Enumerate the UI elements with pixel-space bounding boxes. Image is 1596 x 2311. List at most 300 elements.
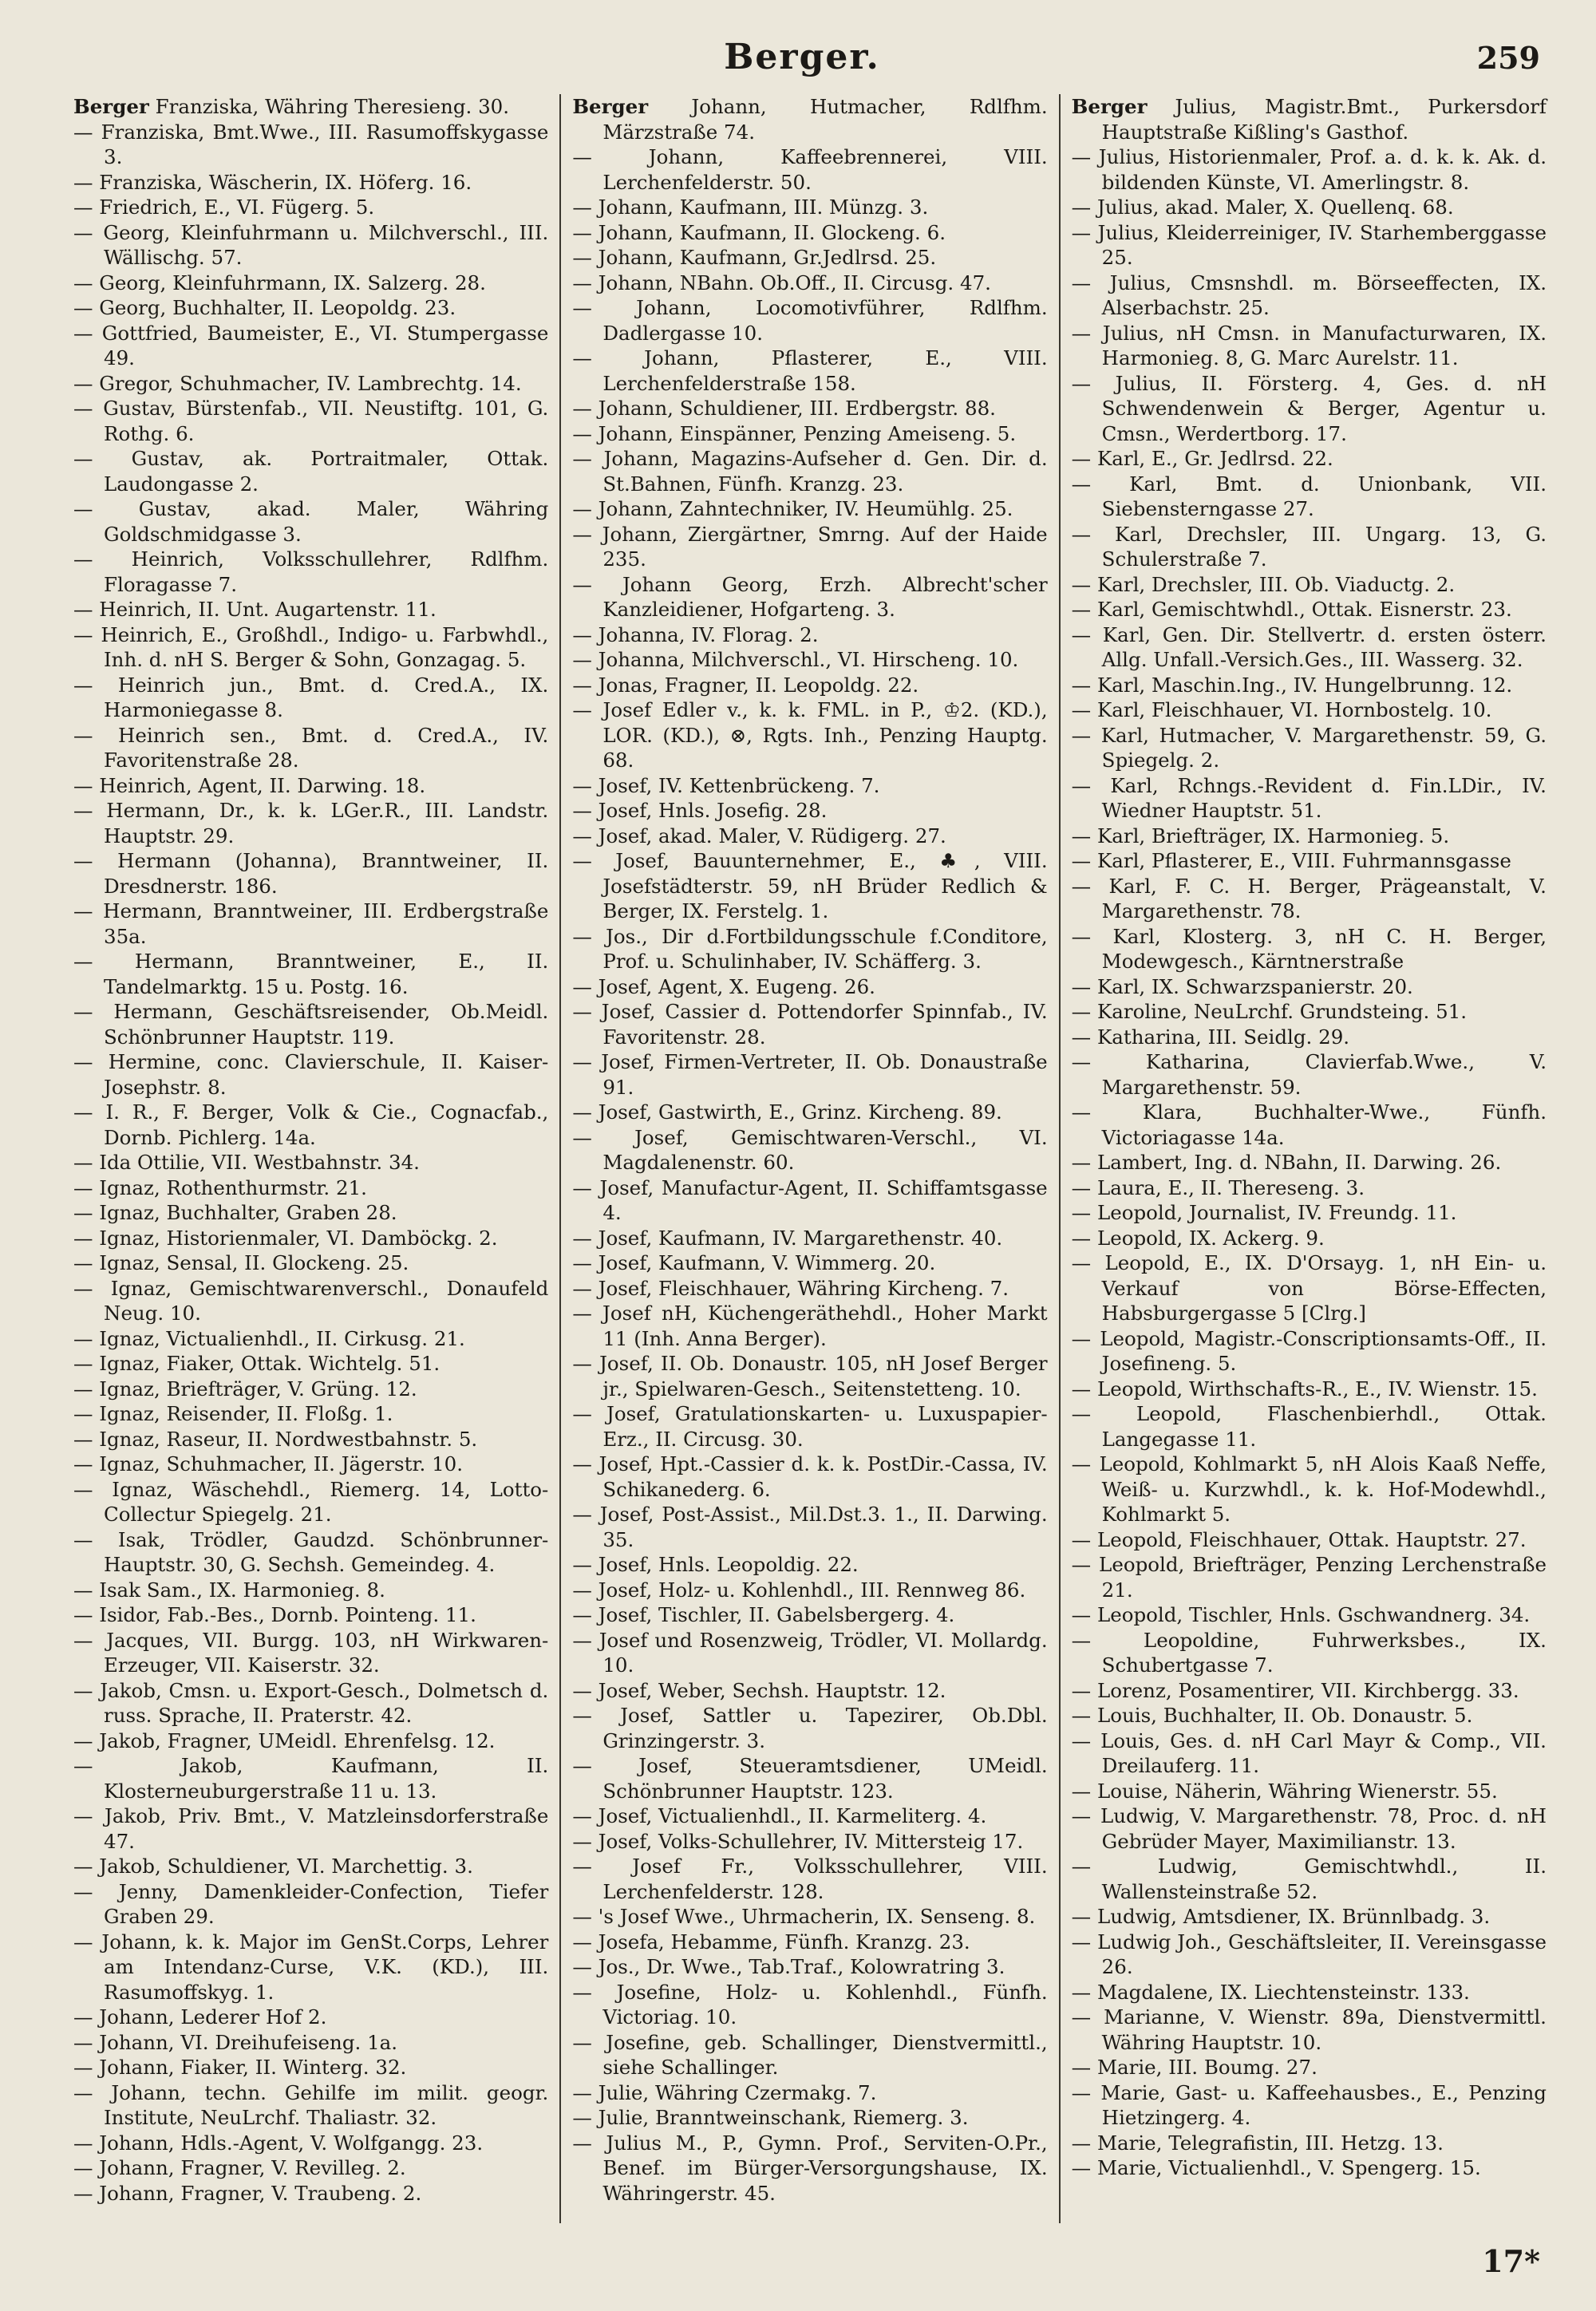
entry-text: — Lambert, Ing. d. NBahn, II. Darwing. 26. xyxy=(1071,1151,1502,1174)
entry-text: — Josef, Weber, Sechsh. Hauptstr. 12. xyxy=(572,1678,946,1702)
entry-text: — Karl, F. C. H. Berger, Prägeanstalt, V. Margarethenstr. 78. xyxy=(1071,874,1547,922)
entry-text: — Johann, k. k. Major im GenSt.Corps, Lehrer am Intendanz-Curse, V.K. (KD.), III. Rasumoffskyg. 1. xyxy=(73,1930,549,2004)
entry-text: — Jakob, Cmsn. u. Export-Gesch., Dolmetsch d. russ. Sprache, II. Praterstr. 42. xyxy=(73,1678,549,1727)
entry-text: — Josef, Gastwirth, E., Grinz. Kircheng. 89. xyxy=(572,1100,1002,1124)
directory-entry xyxy=(1072,673,1547,698)
entry-text: — Jakob, Priv. Bmt., V. Matzleinsdorferstraße 47. xyxy=(73,1804,549,1853)
entry-text: — Heinrich, Volksschullehrer, Rdlfhm. Floragasse 7. xyxy=(73,547,549,596)
entry-text: — Hermann (Johanna), Branntweiner, II. Dresdnerstr. 186. xyxy=(73,849,549,898)
entry-text: — Leopold, Kohlmarkt 5, nH Alois Kaaß Neffe, Weiß- u. Kurzwhdl., k. k. Hof-Modewhdl., Kohlmarkt 5. xyxy=(1071,1452,1547,1526)
entry-text: — Ignaz, Gemischtwarenverschl., Donaufeld Neug. 10. xyxy=(73,1276,549,1325)
directory-entry xyxy=(73,271,548,296)
entry-text: — 's Josef Wwe., Uhrmacherin, IX. Senseng. 8. xyxy=(572,1905,1036,1928)
directory-entry xyxy=(73,1250,548,1276)
directory-entry xyxy=(1072,1377,1547,1402)
directory-entry xyxy=(572,1452,1047,1502)
directory-entry xyxy=(572,1276,1047,1302)
directory-entry xyxy=(73,1326,548,1352)
directory-entry xyxy=(1072,446,1547,472)
directory-entry xyxy=(73,673,548,723)
entry-text: — Johann Georg, Erzh. Albrecht'scher Kanzleidiener, Hofgarteng. 3. xyxy=(572,572,1048,621)
entry-text: — Josef, Hnls. Leopoldig. 22. xyxy=(572,1553,859,1576)
entry-text: — Hermine, conc. Clavierschule, II. Kaiser-Josephstr. 8. xyxy=(73,1050,549,1099)
directory-entry xyxy=(1072,2131,1547,2156)
entry-text: — Johann, Pflasterer, E., VIII. Lerchenfelderstraße 158. xyxy=(572,346,1048,395)
directory-entry xyxy=(1072,974,1547,1000)
directory-entry xyxy=(572,245,1047,271)
directory-entry xyxy=(572,1904,1047,1930)
directory-entry xyxy=(572,1854,1047,1904)
entry-text: — Julius, Historienmaler, Prof. a. d. k. k. Ak. d. bildenden Künste, VI. Amerlingstr. 8. xyxy=(1071,145,1547,194)
entry-text: Johann, Hutmacher, Rdlfhm. Märzstraße 74. xyxy=(602,95,1048,144)
entry-text: — Johann, Ziergärtner, Smrng. Auf der Haide 235. xyxy=(572,522,1048,571)
directory-entry xyxy=(1072,572,1547,598)
directory-entry xyxy=(572,1930,1047,1955)
directory-entry xyxy=(1072,597,1547,622)
directory-entry xyxy=(572,271,1047,296)
surname-heading: Berger xyxy=(73,95,149,118)
entry-text: — Hermann, Branntweiner, III. Erdbergstraße 35a. xyxy=(73,899,549,948)
directory-entry xyxy=(73,1930,548,2005)
entry-text: — Julius, Kleiderreiniger, IV. Starhemberggasse 25. xyxy=(1071,220,1547,269)
entry-text: — Katharina, III. Seidlg. 29. xyxy=(1071,1025,1350,1049)
entry-text: — Josef, Firmen-Vertreter, II. Ob. Donaustraße 91. xyxy=(572,1050,1048,1099)
directory-entry xyxy=(1072,1401,1547,1452)
directory-entry xyxy=(572,1602,1047,1628)
entry-text: — Leopoldine, Fuhrwerksbes., IX. Schubertgasse 7. xyxy=(1071,1628,1547,1677)
entry-text: — Heinrich, E., Großhdl., Indigo- u. Farbwhdl., Inh. d. nH S. Berger & Sohn, Gonzagag. 5. xyxy=(73,622,549,671)
directory-entry xyxy=(572,1954,1047,1980)
directory-entry xyxy=(572,1049,1047,1100)
entry-text: — Georg, Kleinfuhrmann, IX. Salzerg. 28. xyxy=(73,271,486,294)
directory-entry xyxy=(572,1703,1047,1753)
directory-entry xyxy=(1072,848,1547,874)
entry-text: — Julie, Währing Czermakg. 7. xyxy=(572,2080,877,2104)
directory-entry xyxy=(1072,94,1547,144)
directory-entry xyxy=(1072,195,1547,220)
entry-text: — Johann, NBahn. Ob.Off., II. Circusg. 47. xyxy=(572,271,991,294)
entry-text: — Josef, Hpt.-Cassier d. k. k. PostDir.-Cassa, IV. Schikanederg. 6. xyxy=(572,1452,1048,1501)
entry-text: — Josef, Kaufmann, IV. Margarethenstr. 40. xyxy=(572,1226,1003,1250)
entry-text: — Josef, Bauunternehmer, E., ♣, VIII. Josefstädterstr. 59, nH Brüder Redlich & Berger, IX. Ferstelg. 1. xyxy=(572,849,1048,922)
entry-text: — Karl, Fleischhauer, VI. Hornbostelg. 10. xyxy=(1071,698,1492,721)
directory-entry xyxy=(1072,2055,1547,2080)
entry-text: — Leopold, E., IX. D'Orsayg. 1, nH Ein- u. Verkauf von Börse-Effecten, Habsburgergasse 5 [Clrg.] xyxy=(1071,1251,1547,1325)
directory-entry xyxy=(572,1552,1047,1578)
directory-entry xyxy=(572,522,1047,572)
directory-entry xyxy=(572,924,1047,974)
directory-entry xyxy=(73,798,548,848)
directory-entry xyxy=(1072,1602,1547,1628)
entry-text: — Magdalene, IX. Liechtensteinstr. 133. xyxy=(1071,1980,1470,2004)
directory-entry xyxy=(73,1100,548,1150)
entry-text: — Johann, Kaufmann, Gr.Jedlrsd. 25. xyxy=(572,246,937,269)
entry-text: — Marie, Victualienhdl., V. Spengerg. 15. xyxy=(1071,2156,1481,2179)
entry-text: — Jos., Dir d.Fortbildungsschule f.Conditore, Prof. u. Schulinhaber, IV. Schäfferg. 3. xyxy=(572,924,1048,973)
entry-text: — Lorenz, Posamentirer, VII. Kirchbergg. 33. xyxy=(1071,1678,1519,1702)
entry-text: — Ignaz, Raseur, II. Nordwestbahnstr. 5. xyxy=(73,1427,478,1451)
directory-entry xyxy=(73,1427,548,1452)
entry-text: — Josef, akad. Maler, V. Rüdigerg. 27. xyxy=(572,824,946,847)
entry-text: — Johanna, IV. Florag. 2. xyxy=(572,622,819,646)
directory-entry xyxy=(1072,723,1547,773)
entry-text: — Ludwig, Amtsdiener, IX. Brünnlbadg. 3. xyxy=(1071,1905,1491,1928)
entry-text: — Julius, akad. Maler, X. Quellenq. 68. xyxy=(1071,196,1454,219)
entry-text: — Johann, Hdls.-Agent, V. Wolfgangg. 23. xyxy=(73,2131,484,2155)
entry-text: — Johann, Schuldiener, III. Erdbergstr. 88. xyxy=(572,397,996,420)
directory-entry xyxy=(73,622,548,673)
entry-text: — Josefine, geb. Schallinger, Dienstvermittl., siehe Schallinger. xyxy=(572,2030,1048,2079)
directory-entry xyxy=(1072,1678,1547,1704)
entry-text: — Johann, VI. Dreihufeiseng. 1a. xyxy=(73,2030,398,2054)
directory-entry xyxy=(572,572,1047,622)
directory-entry xyxy=(1072,1326,1547,1377)
directory-entry xyxy=(73,848,548,899)
entry-text: — Johann, Kaffeebrennerei, VIII. Lerchenfelderstr. 50. xyxy=(572,145,1048,194)
entry-text: — Jakob, Fragner, UMeidl. Ehrenfelsg. 12. xyxy=(73,1728,496,1752)
directory-entry xyxy=(1072,2155,1547,2181)
column-3 xyxy=(1059,94,1558,2223)
directory-entry xyxy=(1072,1628,1547,1678)
directory-entry xyxy=(1072,999,1547,1025)
entry-text: — Marianne, V. Wienstr. 89a, Dienstvermittl. Währing Hauptstr. 10. xyxy=(1071,2005,1547,2054)
entry-text: — Leopold, Tischler, Hnls. Gschwandnerg. 34. xyxy=(1071,1603,1531,1626)
directory-entry xyxy=(1072,1226,1547,1251)
entry-text: — Laura, E., II. Thereseng. 3. xyxy=(1071,1175,1365,1199)
directory-entry xyxy=(1072,220,1547,271)
entry-text: — Jos., Dr. Wwe., Tab.Traf., Kolowratring 3. xyxy=(572,1955,1005,1978)
directory-entry xyxy=(572,1125,1047,1175)
entry-text: — Franziska, Wäscherin, IX. Höferg. 16. xyxy=(73,170,472,194)
entry-text: — Josef, Steueramtsdiener, UMeidl. Schönbrunner Hauptstr. 123. xyxy=(572,1754,1048,1803)
entry-text: — Josef nH, Küchengeräthehdl., Hoher Markt 11 (Inh. Anna Berger). xyxy=(572,1302,1048,1350)
entry-text: — Julius, II. Försterg. 4, Ges. d. nH Schwendenwein & Berger, Agentur u. Cmsn., Werdertborg. 17. xyxy=(1071,371,1547,445)
directory-entry xyxy=(1072,773,1547,824)
directory-entry xyxy=(73,446,548,496)
directory-entry xyxy=(73,1879,548,1930)
entry-text: — Josef, Gratulationskarten- u. Luxuspapier-Erz., II. Circusg. 30. xyxy=(572,1402,1048,1451)
entry-text: — Josef, Fleischhauer, Währing Kircheng. 7. xyxy=(572,1276,1009,1300)
entry-text: — Ignaz, Buchhalter, Graben 28. xyxy=(73,1201,397,1224)
surname-heading: Berger xyxy=(1071,95,1148,118)
entry-text: — Heinrich, Agent, II. Darwing. 18. xyxy=(73,773,426,797)
entry-text: — Karl, Bmt. d. Unionbank, VII. Siebensterngasse 27. xyxy=(1071,472,1547,520)
entry-text: — Karl, Pflasterer, E., VIII. Fuhrmannsgasse xyxy=(1071,849,1511,872)
entry-text: — Karl, Maschin.Ing., IV. Hungelbrunng. 12. xyxy=(1071,673,1513,697)
entry-text: — Ignaz, Briefträger, V. Grüng. 12. xyxy=(73,1377,417,1400)
entry-text: — Karl, IX. Schwarzspanierstr. 20. xyxy=(1071,974,1413,998)
directory-entry xyxy=(73,547,548,597)
entry-text: — Josef, Hnls. Josefig. 28. xyxy=(572,799,828,822)
entry-text: — Marie, Gast- u. Kaffeehausbes., E., Penzing Hietzingerg. 4. xyxy=(1071,2080,1547,2129)
directory-entry xyxy=(572,798,1047,824)
entry-text: — Gustav, ak. Portraitmaler, Ottak. Laudongasse 2. xyxy=(73,447,549,496)
directory-entry xyxy=(73,1602,548,1628)
directory-entry xyxy=(1072,1803,1547,1854)
entry-text: — Klara, Buchhalter-Wwe., Fünfh. Victoriagasse 14a. xyxy=(1071,1100,1547,1149)
directory-entry xyxy=(1072,2080,1547,2131)
entry-text: — Isak, Trödler, Gaudzd. Schönbrunner-Hauptstr. 30, G. Sechsh. Gemeindeg. 4. xyxy=(73,1527,549,1576)
directory-entry xyxy=(73,1150,548,1175)
directory-entry xyxy=(572,1502,1047,1552)
directory-entry xyxy=(572,396,1047,421)
directory-entry xyxy=(572,1401,1047,1452)
entry-text: — Heinrich jun., Bmt. d. Cred.A., IX. Harmoniegasse 8. xyxy=(73,673,549,721)
directory-entry xyxy=(73,220,548,271)
entry-text: — Isidor, Fab.-Bes., Dornb. Pointeng. 11. xyxy=(73,1603,476,1626)
entry-text: — Josef, Sattler u. Tapezirer, Ob.Dbl. Grinzingerstr. 3. xyxy=(572,1704,1048,1752)
directory-entry xyxy=(73,120,548,170)
entry-text: — Karl, Hutmacher, V. Margarethenstr. 59, G. Spiegelg. 2. xyxy=(1071,723,1547,772)
directory-entry xyxy=(73,2080,548,2131)
entry-text: — Ludwig Joh., Geschäftsleiter, II. Vereinsgasse 26. xyxy=(1071,1930,1547,1978)
directory-entry xyxy=(572,1100,1047,1125)
directory-entry xyxy=(572,2105,1047,2131)
printer-signature: 17* xyxy=(1482,2243,1540,2279)
page-number: 259 xyxy=(1476,40,1540,76)
entry-text: — Josef, Victualienhdl., II. Karmeliterg. 4. xyxy=(572,1804,987,1827)
entry-text: — Friedrich, E., VI. Fügerg. 5. xyxy=(73,196,375,219)
directory-entry xyxy=(73,597,548,622)
directory-entry xyxy=(572,2080,1047,2106)
directory-entry xyxy=(73,1753,548,1803)
directory-entry xyxy=(572,1250,1047,1276)
directory-entry xyxy=(1072,1779,1547,1804)
directory-entry xyxy=(572,2030,1047,2080)
entry-text: — Karl, Rchngs.-Revident d. Fin.LDir., IV. Wiedner Hauptstr. 51. xyxy=(1071,773,1547,822)
directory-entry xyxy=(1072,1452,1547,1527)
entry-text: — Karl, Briefträger, IX. Harmonieg. 5. xyxy=(1071,824,1450,847)
directory-entry xyxy=(1072,1150,1547,1175)
entry-text: — Johann, Zahntechniker, IV. Heumühlg. 25. xyxy=(572,497,1013,520)
entry-text: — Gottfried, Baumeister, E., VI. Stumpergasse 49. xyxy=(73,321,549,369)
directory-entry xyxy=(1072,2005,1547,2055)
directory-entry xyxy=(73,1401,548,1427)
entry-text: — Josef und Rosenzweig, Trödler, VI. Mollardg. 10. xyxy=(572,1628,1048,1677)
entry-text: — Leopold, Briefträger, Penzing Lerchenstraße 21. xyxy=(1071,1553,1547,1602)
entry-text: — Ludwig, Gemischtwhdl., II. Wallensteinstraße 52. xyxy=(1071,1855,1547,1903)
entry-text: — Leopold, Journalist, IV. Freundg. 11. xyxy=(1071,1201,1457,1224)
entry-text: — Louis, Ges. d. nH Carl Mayr & Comp., VII. Dreilauferg. 11. xyxy=(1071,1728,1547,1777)
entry-text: — Johann, Fragner, V. Traubeng. 2. xyxy=(73,2181,422,2205)
entry-text: — Leopold, IX. Ackerg. 9. xyxy=(1071,1226,1325,1250)
directory-entry xyxy=(572,824,1047,849)
directory-entry xyxy=(1072,321,1547,371)
entry-text: — Johann, Magazins-Aufseher d. Gen. Dir. d. St.Bahnen, Fünfh. Kranzg. 23. xyxy=(572,447,1048,496)
entry-text: — Josef Fr., Volksschullehrer, VIII. Lerchenfelderstr. 128. xyxy=(572,1855,1048,1903)
directory-entry xyxy=(1072,697,1547,723)
entry-text: — Jacques, VII. Burgg. 103, nH Wirkwaren-Erzeuger, VII. Kaiserstr. 32. xyxy=(73,1628,549,1677)
directory-entry xyxy=(1072,1200,1547,1226)
entry-text: — Louise, Näherin, Währing Wienerstr. 55. xyxy=(1071,1779,1498,1803)
entry-text: — Ignaz, Schuhmacher, II. Jägerstr. 10. xyxy=(73,1452,464,1475)
directory-entry xyxy=(572,1628,1047,1678)
directory-entry xyxy=(73,396,548,446)
directory-entry xyxy=(73,1477,548,1527)
entry-text: — Heinrich sen., Bmt. d. Cred.A., IV. Favoritenstraße 28. xyxy=(73,723,549,772)
directory-entry xyxy=(572,195,1047,220)
entry-text: — Karl, Drechsler, III. Ungarg. 13, G. Schulerstraße 7. xyxy=(1071,522,1547,571)
entry-text: — Josef, Tischler, II. Gabelsbergerg. 4. xyxy=(572,1603,955,1626)
entry-text: Franziska, Währing Theresieng. 30. xyxy=(148,95,510,118)
directory-entry xyxy=(572,1980,1047,2030)
entry-text: — Josef, Holz- u. Kohlenhdl., III. Rennweg 86. xyxy=(572,1578,1026,1602)
directory-entry xyxy=(1072,271,1547,321)
entry-text: — Leopold, Flaschenbierhdl., Ottak. Langegasse 11. xyxy=(1071,1402,1547,1451)
entry-text: — Josefa, Hebamme, Fünfh. Kranzg. 23. xyxy=(572,1930,970,1953)
entry-text: — Louis, Buchhalter, II. Ob. Donaustr. 5. xyxy=(1071,1704,1473,1727)
entry-text: — Ignaz, Historienmaler, VI. Damböckg. 2. xyxy=(73,1226,498,1250)
directory-entry xyxy=(572,1829,1047,1855)
directory-entry xyxy=(73,321,548,371)
entry-text: Julius, Magistr.Bmt., Purkersdorf Hauptstraße Kißling's Gasthof. xyxy=(1101,95,1547,144)
directory-entry xyxy=(73,1175,548,1201)
directory-entry xyxy=(572,1351,1047,1401)
entry-text: — Josef Edler v., k. k. FML. in P., ♔2. (KD.), LOR. (KD.), ⊗, Rgts. Inh., Penzing Hauptg. 68. xyxy=(572,698,1048,772)
directory-entry xyxy=(572,496,1047,522)
entry-text: — Julie, Branntweinschank, Riemerg. 3. xyxy=(572,2106,969,2129)
directory-entry xyxy=(73,1527,548,1578)
directory-entry xyxy=(572,220,1047,246)
directory-entry xyxy=(572,421,1047,447)
entry-text: — Ignaz, Wäschehdl., Riemerg. 14, Lotto-Collectur Spiegelg. 21. xyxy=(73,1477,549,1526)
entry-text: — Karl, Gemischtwhdl., Ottak. Eisnerstr. 23. xyxy=(1071,598,1512,621)
entry-text: — Josef, Cassier d. Pottendorfer Spinnfab., IV. Favoritenstr. 28. xyxy=(572,1000,1048,1049)
entry-text: — Josef, II. Ob. Donaustr. 105, nH Josef Berger jr., Spielwaren-Gesch., Seitenstetteng. 10. xyxy=(572,1352,1048,1400)
surname-heading: Berger xyxy=(572,95,649,118)
entry-text: — Georg, Kleinfuhrmann u. Milchverschl., III. Wällischg. 57. xyxy=(73,220,549,269)
entry-text: — Gustav, Bürstenfab., VII. Neustiftg. 101, G. Rothg. 6. xyxy=(73,397,549,445)
entry-text: — Jakob, Schuldiener, VI. Marchettig. 3. xyxy=(73,1855,473,1878)
directory-entry xyxy=(1072,1980,1547,2005)
entry-text: — Josef, Manufactur-Agent, II. Schiffamtsgasse 4. xyxy=(572,1175,1048,1224)
entry-text: — Ignaz, Reisender, II. Floßg. 1. xyxy=(73,1402,393,1425)
entry-text: — Jakob, Kaufmann, II. Klosterneuburgerstraße 11 u. 13. xyxy=(73,1754,549,1803)
entry-text: — Ignaz, Rothenthurmstr. 21. xyxy=(73,1175,367,1199)
entry-text: — Georg, Buchhalter, II. Leopoldg. 23. xyxy=(73,296,456,319)
entry-text: — Julius M., P., Gymn. Prof., Serviten-O.Pr., Benef. im Bürger-Versorgungshause, IX. Währingerstr. 45. xyxy=(572,2131,1048,2205)
directory-entry xyxy=(1072,1175,1547,1201)
entry-text: — Karl, E., Gr. Jedlrsd. 22. xyxy=(1071,447,1333,470)
directory-entry xyxy=(572,446,1047,496)
entry-text: — Johann, Kaufmann, II. Glockeng. 6. xyxy=(572,220,946,244)
directory-columns xyxy=(62,94,1558,2223)
directory-entry xyxy=(73,1678,548,1728)
entry-text: — Gregor, Schuhmacher, IV. Lambrechtg. 14. xyxy=(73,371,522,395)
entry-text: — Jenny, Damenkleider-Confection, Tiefer Graben 29. xyxy=(73,1879,549,1928)
directory-entry xyxy=(572,295,1047,346)
entry-text: — Josef, Agent, X. Eugeng. 26. xyxy=(572,974,875,998)
entry-text: — Johann, Locomotivführer, Rdlfhm. Dadlergasse 10. xyxy=(572,296,1048,345)
directory-entry xyxy=(572,2131,1047,2206)
directory-entry xyxy=(73,1728,548,1754)
entry-text: — Ignaz, Sensal, II. Glockeng. 25. xyxy=(73,1251,409,1274)
directory-entry xyxy=(1072,1025,1547,1050)
entry-text: — Katharina, Clavierfab.Wwe., V. Margarethenstr. 59. xyxy=(1071,1050,1547,1099)
entry-text: — Hermann, Dr., k. k. LGer.R., III. Landstr. Hauptstr. 29. xyxy=(73,799,549,847)
directory-entry xyxy=(572,999,1047,1049)
directory-entry xyxy=(572,848,1047,924)
entry-text: — Isak Sam., IX. Harmonieg. 8. xyxy=(73,1578,385,1602)
directory-entry xyxy=(1072,144,1547,195)
directory-entry xyxy=(1072,1527,1547,1553)
entry-text: — Julius, nH Cmsn. in Manufacturwaren, IX. Harmonieg. 8, G. Marc Aurelstr. 11. xyxy=(1071,321,1547,369)
directory-entry xyxy=(1072,1552,1547,1602)
directory-entry xyxy=(572,94,1047,144)
entry-text: — Marie, Telegrafistin, III. Hetzg. 13. xyxy=(1071,2131,1444,2155)
entry-text: — Johann, Lederer Hof 2. xyxy=(73,2005,327,2029)
entry-text: — Heinrich, II. Unt. Augartenstr. 11. xyxy=(73,598,437,621)
entry-text: — Marie, III. Boumg. 27. xyxy=(1071,2056,1317,2079)
directory-entry xyxy=(73,94,548,120)
entry-text: — Johanna, Milchverschl., VI. Hirscheng. 10. xyxy=(572,648,1019,671)
directory-entry xyxy=(73,1351,548,1377)
column-1 xyxy=(62,94,559,2223)
entry-text: — Franziska, Bmt.Wwe., III. Rasumoffskygasse 3. xyxy=(73,120,549,168)
directory-entry xyxy=(73,2181,548,2206)
directory-entry xyxy=(73,773,548,799)
entry-text: — Karoline, NeuLrchf. Grundsteing. 51. xyxy=(1071,1000,1468,1023)
directory-entry xyxy=(572,1175,1047,1226)
entry-text: — I. R., F. Berger, Volk & Cie., Cognacfab., Dornb. Pichlerg. 14a. xyxy=(73,1100,549,1149)
directory-entry xyxy=(73,1854,548,1879)
directory-entry xyxy=(572,1753,1047,1803)
directory-entry xyxy=(572,974,1047,1000)
directory-entry xyxy=(572,1678,1047,1704)
entry-text: — Johann, Kaufmann, III. Münzg. 3. xyxy=(572,196,929,219)
directory-entry xyxy=(1072,622,1547,673)
directory-entry xyxy=(1072,1250,1547,1326)
directory-entry xyxy=(73,1226,548,1251)
directory-entry xyxy=(73,1276,548,1326)
directory-entry xyxy=(73,2030,548,2056)
entry-text: — Ignaz, Fiaker, Ottak. Wichtelg. 51. xyxy=(73,1352,440,1375)
directory-entry xyxy=(572,1226,1047,1251)
directory-entry xyxy=(73,1628,548,1678)
directory-entry xyxy=(73,1803,548,1854)
directory-entry xyxy=(73,371,548,397)
running-head: Berger. xyxy=(724,37,880,77)
entry-text: — Gustav, akad. Maler, Währing Goldschmidgasse 3. xyxy=(73,497,549,546)
entry-text: — Johann, Einspänner, Penzing Ameiseng. 5. xyxy=(572,421,1017,445)
page-header xyxy=(56,37,1548,93)
directory-entry xyxy=(73,1452,548,1477)
directory-entry xyxy=(1072,522,1547,572)
entry-text: — Josef, Gemischtwaren-Verschl., VI. Magdalenenstr. 60. xyxy=(572,1125,1048,1174)
directory-entry xyxy=(73,1049,548,1100)
entry-text: — Hermann, Branntweiner, E., II. Tandelmarktg. 15 u. Postg. 16. xyxy=(73,950,549,998)
directory-entry xyxy=(73,496,548,547)
directory-entry xyxy=(1072,874,1547,924)
directory-entry xyxy=(572,1578,1047,1603)
directory-entry xyxy=(73,723,548,773)
directory-entry xyxy=(73,195,548,220)
entry-text: — Josef, Volks-Schullehrer, IV. Mittersteig 17. xyxy=(572,1829,1024,1853)
entry-text: — Karl, Klosterg. 3, nH C. H. Berger, Modewgesch., Kärntnerstraße xyxy=(1071,924,1547,973)
directory-entry xyxy=(1072,1049,1547,1100)
directory-entry xyxy=(1072,1100,1547,1150)
directory-entry xyxy=(73,2155,548,2181)
directory-entry xyxy=(73,999,548,1049)
entry-text: — Leopold, Wirthschafts-R., E., IV. Wienstr. 15. xyxy=(1071,1377,1538,1400)
entry-text: — Ida Ottilie, VII. Westbahnstr. 34. xyxy=(73,1151,420,1174)
directory-entry xyxy=(73,899,548,949)
directory-entry xyxy=(1072,1930,1547,1980)
entry-text: — Leopold, Fleischhauer, Ottak. Hauptstr. 27. xyxy=(1071,1527,1527,1551)
entry-text: — Josefine, Holz- u. Kohlenhdl., Fünfh. Victoriag. 10. xyxy=(572,1980,1048,2029)
entry-text: — Jonas, Fragner, II. Leopoldg. 22. xyxy=(572,673,919,697)
entry-text: — Johann, Fiaker, II. Winterg. 32. xyxy=(73,2056,407,2079)
